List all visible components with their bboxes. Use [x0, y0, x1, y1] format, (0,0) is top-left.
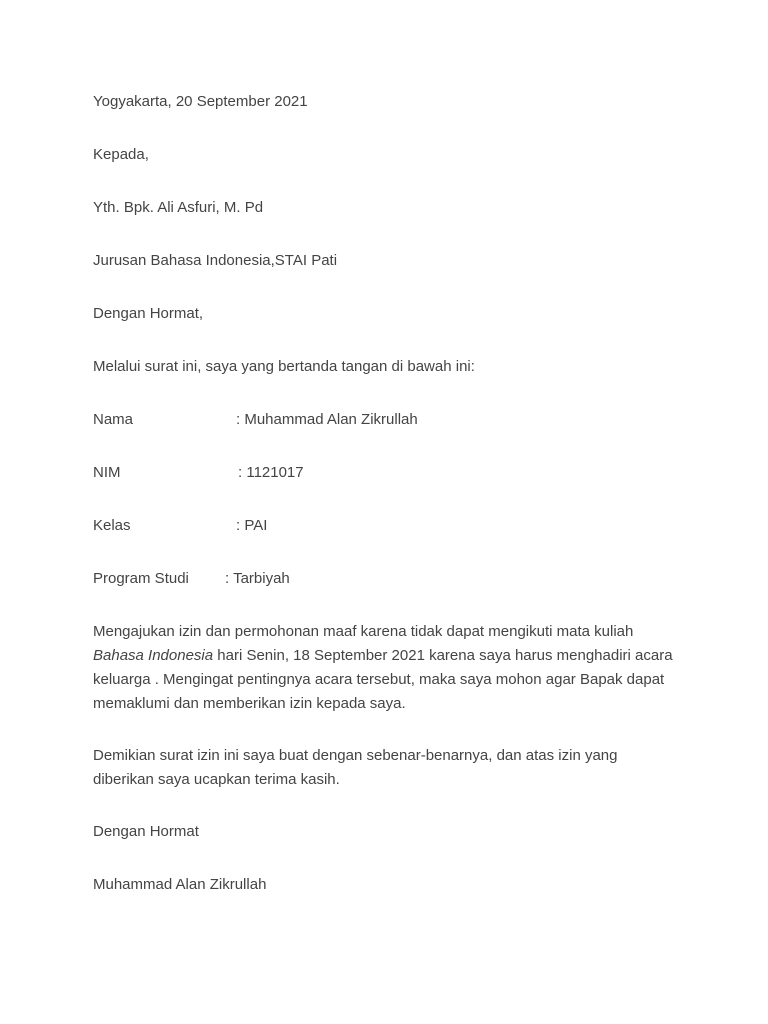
field-value: : Tarbiyah: [225, 570, 290, 587]
field-label: Kelas: [93, 517, 131, 534]
closing-paragraph: Demikian surat izin ini saya buat dengan sebenar-benarnya, dan atas izin yang diberikan saya ucapkan terima kasih.: [93, 747, 618, 788]
recipient-greeting: Kepada,: [93, 146, 149, 163]
field-row-kelas: [93, 514, 593, 538]
field-label: Program Studi: [93, 570, 189, 587]
field-label: NIM: [93, 464, 121, 481]
closing: Dengan Hormat: [93, 823, 199, 840]
field-value: : 1121017: [238, 464, 304, 481]
field-value: : Muhammad Alan Zikrullah: [236, 411, 418, 428]
course-name: Bahasa Indonesia: [93, 647, 214, 664]
place-date: Yogyakarta, 20 September 2021: [93, 93, 308, 110]
salutation: Dengan Hormat,: [93, 305, 204, 322]
body-text-part2: hari Senin, 18 September 2021 karena saya harus menghadiri acara keluarga . Mengingat pentingnya acara tersebut, maka saya mohon agar Bapak dapat memaklumi dan memberikan izin kepada saya.: [93, 647, 673, 712]
recipient-name: Yth. Bpk. Ali Asfuri, M. Pd: [93, 199, 264, 216]
body-paragraph: [93, 620, 683, 716]
field-value: : PAI: [236, 517, 268, 534]
body-text-part1: Mengajukan izin dan permohonan maaf karena tidak dapat mengikuti mata kuliah: [93, 623, 634, 640]
field-row-program-studi: [93, 567, 593, 591]
recipient-department: Jurusan Bahasa Indonesia,STAI Pati: [93, 252, 338, 269]
field-row-nim: [93, 461, 593, 485]
field-label: Nama: [93, 411, 134, 428]
field-row-nama: [93, 408, 593, 432]
intro-text: Melalui surat ini, saya yang bertanda tangan di bawah ini:: [93, 358, 475, 375]
signature-name: Muhammad Alan Zikrullah: [93, 876, 267, 893]
